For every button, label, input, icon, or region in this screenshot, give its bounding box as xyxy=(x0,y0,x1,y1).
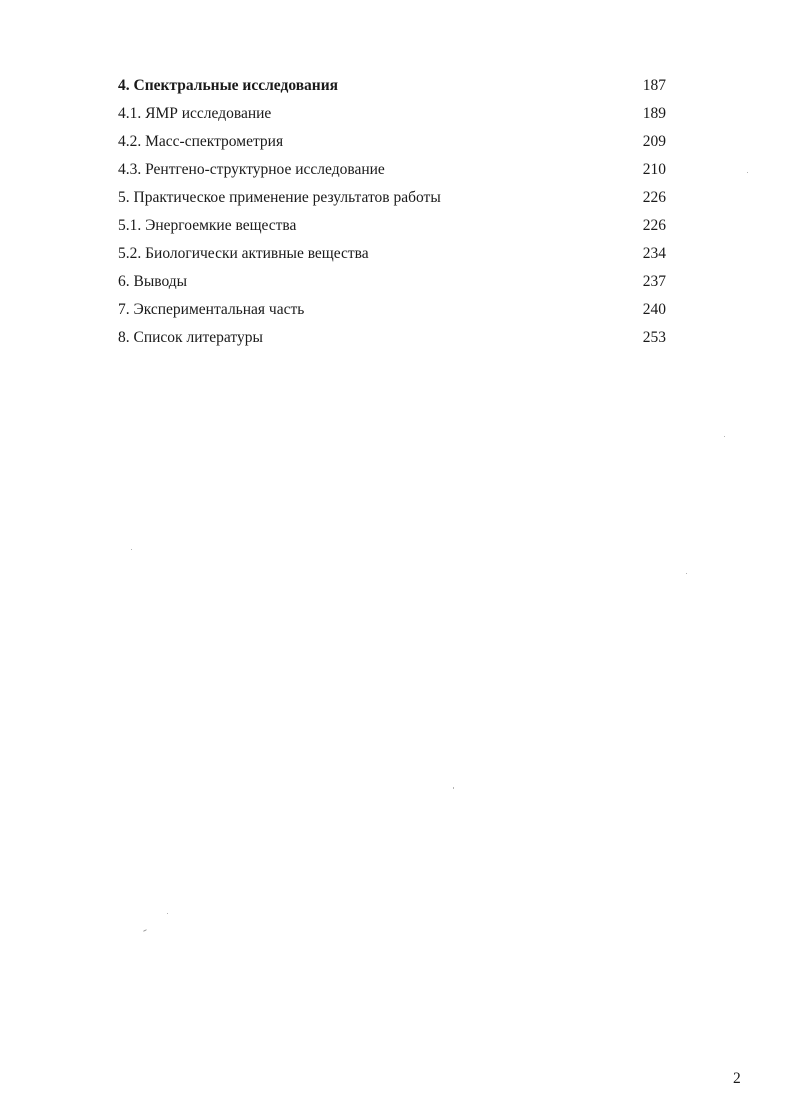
toc-entry-page: 209 xyxy=(642,133,666,150)
toc-entry-page: 240 xyxy=(642,301,666,318)
toc-entry-title: 8. Список литературы xyxy=(118,329,263,346)
toc-entry-title: 5.1. Энергоемкие вещества xyxy=(118,217,297,234)
table-of-contents xyxy=(118,72,666,352)
toc-entry-conclusions xyxy=(118,268,666,296)
toc-entry-title: 7. Экспериментальная часть xyxy=(118,301,305,318)
toc-entry-mass-spectrometry xyxy=(118,128,666,156)
toc-entry-page: 189 xyxy=(642,105,666,122)
toc-entry-experimental xyxy=(118,296,666,324)
toc-entry-page: 253 xyxy=(642,329,666,346)
toc-entry-energetic-materials xyxy=(118,212,666,240)
toc-entry-xray xyxy=(118,156,666,184)
toc-entry-title: 4.3. Рентгено-структурное исследование xyxy=(118,161,385,178)
scan-speck xyxy=(747,172,748,173)
page-number: 2 xyxy=(733,1070,741,1087)
toc-entry-nmr xyxy=(118,100,666,128)
toc-entry-page: 210 xyxy=(642,161,666,178)
toc-entry-title: 6. Выводы xyxy=(118,273,188,290)
scan-speck xyxy=(143,929,147,932)
toc-entry-title: 5. Практическое применение результатов работы xyxy=(118,189,441,206)
scan-speck xyxy=(453,787,454,789)
toc-entry-page: 234 xyxy=(642,245,666,262)
toc-entry-page: 226 xyxy=(642,189,666,206)
toc-entry-spectral-studies xyxy=(118,72,666,100)
toc-entry-page: 237 xyxy=(642,273,666,290)
toc-entry-title: 4. Спектральные исследования xyxy=(118,77,339,94)
toc-entry-bioactive-compounds xyxy=(118,240,666,268)
scan-speck xyxy=(724,436,725,437)
toc-entry-title: 4.2. Масс-спектрометрия xyxy=(118,133,284,150)
toc-entry-page: 226 xyxy=(642,217,666,234)
toc-entry-title: 5.2. Биологически активные вещества xyxy=(118,245,369,262)
toc-entry-practical-application xyxy=(118,184,666,212)
scan-speck xyxy=(686,573,687,574)
toc-entry-page: 187 xyxy=(642,77,666,94)
toc-entry-title: 4.1. ЯМР исследование xyxy=(118,105,272,122)
scan-speck xyxy=(131,549,132,550)
toc-entry-references xyxy=(118,324,666,352)
scan-speck xyxy=(167,913,168,914)
